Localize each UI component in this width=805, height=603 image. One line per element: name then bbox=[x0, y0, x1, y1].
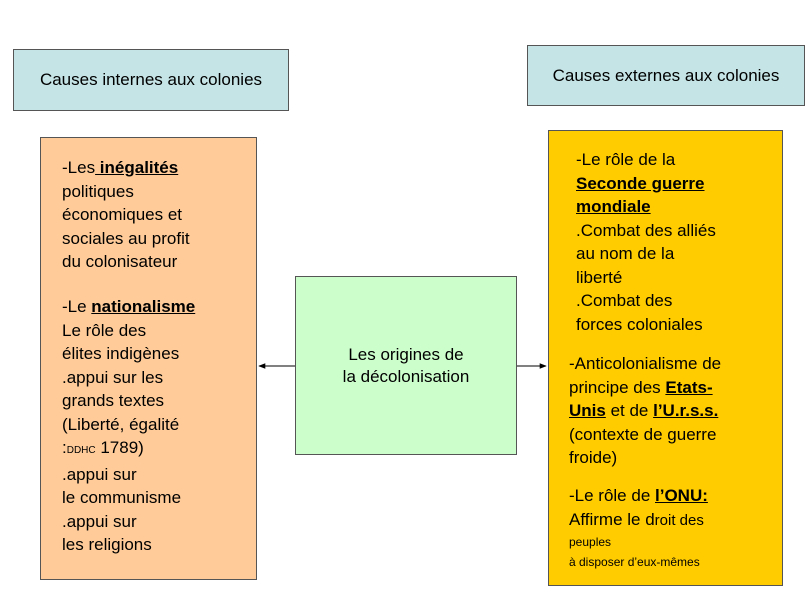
inequalities-keyword: inégalités bbox=[95, 158, 179, 177]
onu-line: à disposer d’eux-mêmes bbox=[569, 555, 700, 569]
ww2-keyword: mondiale bbox=[576, 197, 651, 216]
nationalism-line: élites indigènes bbox=[62, 344, 180, 363]
anticolonialism-line: et de bbox=[605, 401, 654, 420]
ww2-line: -Le rôle de la bbox=[576, 150, 676, 169]
internal-causes-header bbox=[13, 49, 289, 111]
ww2-line: .Combat des bbox=[576, 291, 673, 310]
nationalism-line: 1789) bbox=[95, 438, 144, 457]
external-causes-title: Causes externes aux colonies bbox=[552, 65, 780, 85]
onu-line: -Le rôle de bbox=[569, 486, 655, 505]
internal-causes-title: Causes internes aux colonies bbox=[39, 70, 263, 89]
central-topic-line: Les origines de bbox=[348, 344, 464, 364]
external-causes-header bbox=[527, 45, 805, 106]
nationalism-line: grands textes bbox=[62, 391, 165, 410]
ww2-line: forces coloniales bbox=[576, 314, 703, 334]
nationalism-line: .appui sur bbox=[62, 511, 137, 531]
anticolonialism-block bbox=[569, 352, 721, 470]
anticolonialism-line: -Anticolonialisme de bbox=[569, 354, 722, 373]
onu-line: peuples bbox=[569, 535, 612, 549]
onu-block bbox=[569, 484, 708, 572]
nationalism-line: le communisme bbox=[62, 488, 182, 507]
nationalism-line: : bbox=[62, 438, 67, 457]
inequalities-line: économiques et bbox=[62, 205, 183, 224]
inequalities-line: politiques bbox=[62, 181, 134, 201]
usa-keyword: Etats- bbox=[665, 377, 713, 397]
anticolonialism-line: principe des bbox=[569, 377, 666, 397]
inequalities-block bbox=[62, 156, 190, 274]
ussr-keyword: l’U.r.s.s. bbox=[653, 401, 719, 420]
nationalism-line: .appui sur bbox=[62, 464, 137, 484]
ww2-line: liberté bbox=[576, 267, 623, 287]
nationalism-prefix: -Le bbox=[62, 297, 92, 316]
anticolonialism-line: froide) bbox=[569, 448, 618, 467]
inequalities-line: sociales au profit bbox=[62, 228, 190, 248]
onu-line: Affirme le d bbox=[569, 509, 655, 529]
ww2-block bbox=[576, 148, 716, 336]
nationalism-line: (Liberté, égalité bbox=[62, 414, 180, 434]
ww2-keyword: Seconde guerre bbox=[576, 173, 705, 193]
nationalism-keyword: nationalisme bbox=[91, 297, 196, 316]
ddhc-abbrev: DDHC bbox=[66, 445, 96, 456]
inequalities-line: du colonisateur bbox=[62, 252, 178, 271]
anticolonialism-line: (contexte de guerre bbox=[569, 424, 717, 444]
nationalism-line: .appui sur les bbox=[62, 367, 164, 387]
inequalities-prefix: -Les bbox=[62, 158, 96, 177]
usa-keyword: Unis bbox=[569, 401, 606, 420]
ww2-line: au nom de la bbox=[576, 244, 675, 263]
external-causes-box bbox=[548, 130, 783, 586]
ww2-line: .Combat des alliés bbox=[576, 220, 716, 240]
central-topic-box bbox=[295, 276, 517, 455]
nationalism-line: les religions bbox=[62, 535, 152, 554]
internal-causes-box bbox=[40, 137, 257, 580]
onu-line: roit des bbox=[654, 511, 704, 529]
nationalism-line: Le rôle des bbox=[62, 320, 147, 340]
nationalism-block bbox=[62, 295, 195, 557]
onu-keyword: l’ONU: bbox=[655, 486, 708, 505]
central-topic-line: la décolonisation bbox=[342, 366, 470, 386]
